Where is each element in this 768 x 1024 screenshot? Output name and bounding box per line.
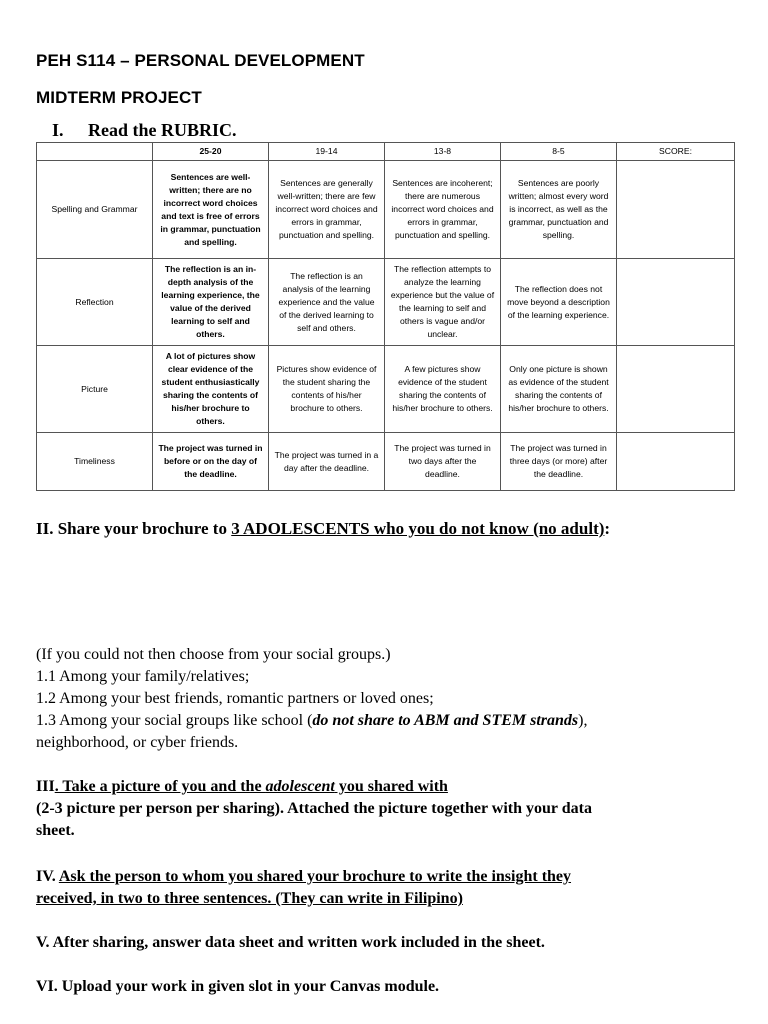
criterion-cell: Spelling and Grammar — [37, 161, 153, 259]
section-3-line-2: (2-3 picture per person per sharing). Attached the picture together with your data — [36, 800, 592, 817]
rubric-cell: Sentences are poorly written; almost every word is incorrect, as well as the grammar, punctuation and spelling. — [501, 161, 617, 259]
instructions-item-2: 1.2 Among your best friends, romantic partners or loved ones; — [36, 690, 434, 707]
section-4-line-2: received, in two to three sentences. (They can write in Filipino) — [36, 890, 463, 907]
section-2-heading — [36, 518, 610, 540]
section-3-line-3: sheet. — [36, 822, 75, 839]
instructions-item-3-cont: neighborhood, or cyber friends. — [36, 734, 239, 751]
rubric-cell: Sentences are incoherent; there are numerous incorrect word choices and errors in grammar, punctuation and spelling. — [385, 161, 501, 259]
rubric-row-reflection — [37, 259, 735, 346]
score-cell — [617, 259, 735, 346]
rubric-cell: Only one picture is shown as evidence of the student sharing the contents of his/her brochure to others. — [501, 346, 617, 433]
section-2-prefix: II. Share your brochure to — [36, 519, 232, 538]
header-score-25-20: 25-20 — [153, 143, 269, 161]
score-cell — [617, 346, 735, 433]
section-2-suffix: : — [604, 519, 611, 538]
header-score-19-14: 19-14 — [269, 143, 385, 161]
rubric-cell: The reflection is an analysis of the learning experience and the value of the derived learning to self and others. — [269, 259, 385, 346]
rubric-cell: Pictures show evidence of the student sharing the contents of his/her brochure to others. — [269, 346, 385, 433]
section-3-text-b: you shared with — [334, 778, 448, 795]
rubric-cell: Sentences are generally well-written; there are few incorrect word choices and errors in grammar, punctuation and spelling. — [269, 161, 385, 259]
section-1-number: I. — [52, 120, 64, 140]
section-6: VI. Upload your work in given slot in your Canvas module. — [36, 978, 440, 995]
section-4 — [36, 866, 571, 910]
section-1-text: Read the RUBRIC. — [88, 120, 237, 140]
rubric-table — [36, 142, 735, 491]
rubric-cell: A few pictures show evidence of the student sharing the contents of his/her brochure to others. — [385, 346, 501, 433]
score-cell — [617, 161, 735, 259]
section-3-number: III — [36, 778, 55, 795]
section-3-line-1 — [36, 776, 592, 798]
rubric-cell: The reflection attempts to analyze the learning experience but the value of the learning to self and others is vague and/or unclear. — [385, 259, 501, 346]
section-3-underlined — [55, 778, 448, 795]
rubric-cell: Sentences are well-written; there are no incorrect word choices and text is free of errors in grammar, punctuation and spelling. — [153, 161, 269, 259]
section-5: V. After sharing, answer data sheet and written work included in the sheet. — [36, 934, 545, 951]
section-4-line-1 — [36, 866, 571, 888]
instructions-intro: (If you could not then choose from your social groups.) — [36, 646, 391, 663]
item-3-prefix: 1.3 Among your social groups like school ( — [36, 712, 313, 729]
item-3-emphasis: do not share to ABM and STEM strands — [312, 712, 579, 729]
rubric-row-timeliness — [37, 433, 735, 491]
header-score: SCORE: — [617, 143, 735, 161]
instructions-block — [36, 644, 587, 754]
rubric-cell: The project was turned in two days after the deadline. — [385, 433, 501, 491]
header-score-13-8: 13-8 — [385, 143, 501, 161]
section-3-text-a: . Take a picture of you and the — [54, 778, 266, 795]
section-4-number: IV. — [36, 868, 59, 885]
header-criterion — [37, 143, 153, 161]
score-cell — [617, 433, 735, 491]
rubric-cell: A lot of pictures show clear evidence of the student enthusiastically sharing the contents of his/her brochure to others. — [153, 346, 269, 433]
rubric-cell: The reflection is an in-depth analysis of the learning experience, the value of the derived learning to self and others. — [153, 259, 269, 346]
criterion-cell: Picture — [37, 346, 153, 433]
section-1-heading — [52, 120, 237, 141]
section-4-underlined-1: Ask the person to whom you shared your brochure to write the insight they — [58, 868, 572, 885]
rubric-cell: The project was turned in a day after the deadline. — [269, 433, 385, 491]
section-3 — [36, 776, 592, 842]
rubric-header-row — [37, 143, 735, 161]
header-score-8-5: 8-5 — [501, 143, 617, 161]
document-subtitle: MIDTERM PROJECT — [36, 88, 202, 107]
instructions-item-1: 1.1 Among your family/relatives; — [36, 668, 250, 685]
section-2-underlined: 3 ADOLESCENTS who you do not know (no adult) — [231, 519, 605, 538]
rubric-cell: The project was turned in before or on the day of the deadline. — [153, 433, 269, 491]
criterion-cell: Timeliness — [37, 433, 153, 491]
rubric-row-picture — [37, 346, 735, 433]
instructions-item-3 — [36, 710, 587, 732]
criterion-cell: Reflection — [37, 259, 153, 346]
rubric-cell: The project was turned in three days (or more) after the deadline. — [501, 433, 617, 491]
section-3-italic: adolescent — [265, 778, 335, 795]
document-title: PEH S114 – PERSONAL DEVELOPMENT — [36, 51, 365, 70]
rubric-row-spelling — [37, 161, 735, 259]
item-3-suffix: ), — [578, 712, 588, 729]
rubric-cell: The reflection does not move beyond a description of the learning experience. — [501, 259, 617, 346]
